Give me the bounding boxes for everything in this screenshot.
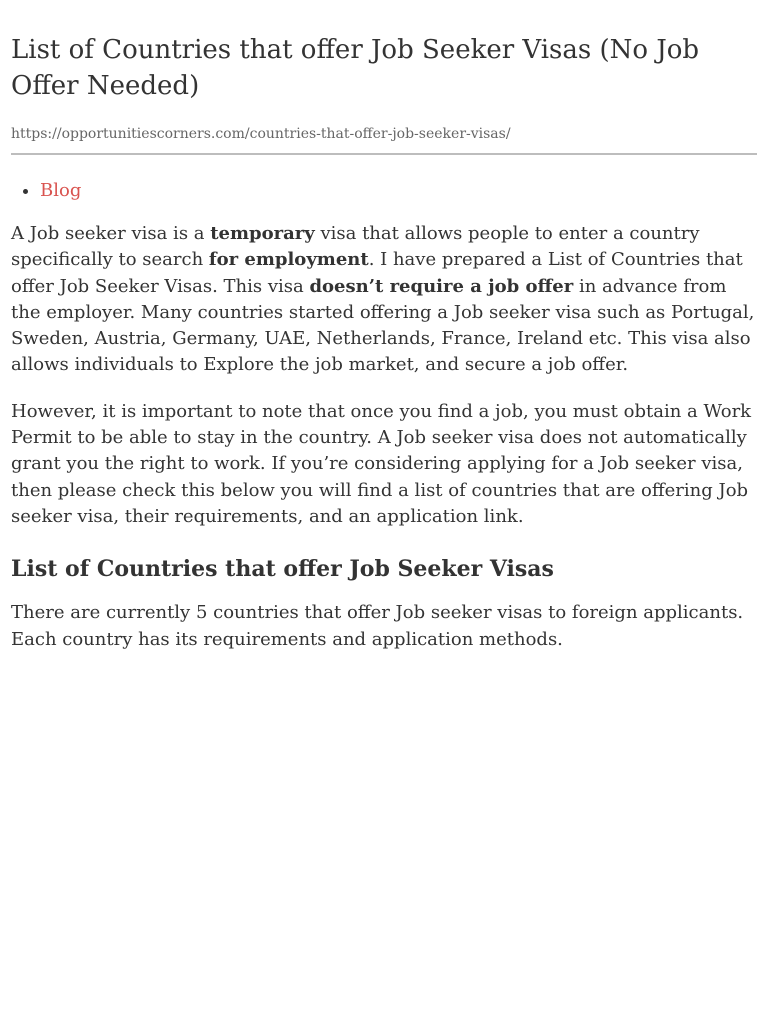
work-permit-paragraph: However, it is important to note that once you find a job, you must obtain a Work Permit to be able to stay in the country. A Job seeker visa does not automatically grant you the right to work. If you’re considering applying for a Job seeker visa, then please check this below you will find a list of countries that are offering Job seeker visa, their requirements, and an application link. [11,400,752,527]
intro-text-2: visa that allows people to enter a country specifically to search [11,223,700,271]
source-url: https://opportunitiescorners.com/countries-that-offer-job-seeker-visas/ [11,125,757,155]
intro-bold-temporary: temporary [210,223,315,244]
intro-text-1: A Job seeker visa is a [11,223,211,244]
intro-paragraph [11,221,757,379]
article-page [0,32,768,653]
section-paragraph: There are currently 5 countries that offer Job seeker visas to foreign applicants. Each country has its requirements and application methods. [11,602,744,650]
intro-bold-no-offer: doesn’t require a job offer [309,275,574,297]
page-title: List of Countries that offer Job Seeker Visas (No Job Offer Needed) [11,35,700,101]
intro-text-3: . I have prepared a List of Countries that offer Job Seeker Visas. This visa [11,249,743,297]
intro-text-4: in advance from the employer. Many countries started offering a Job seeker visa such as Portugal, Sweden, Austria, Germany, UAE, Netherlands, France, Ireland etc. This visa also allows individuals to Explore the job market, and secure a job offer. [11,275,755,376]
breadcrumb-item [40,179,757,203]
breadcrumb [11,179,757,203]
breadcrumb-link-blog[interactable]: Blog [40,180,82,201]
intro-bold-employment: for employment [208,249,369,271]
section-heading: List of Countries that offer Job Seeker Visas [11,556,554,583]
